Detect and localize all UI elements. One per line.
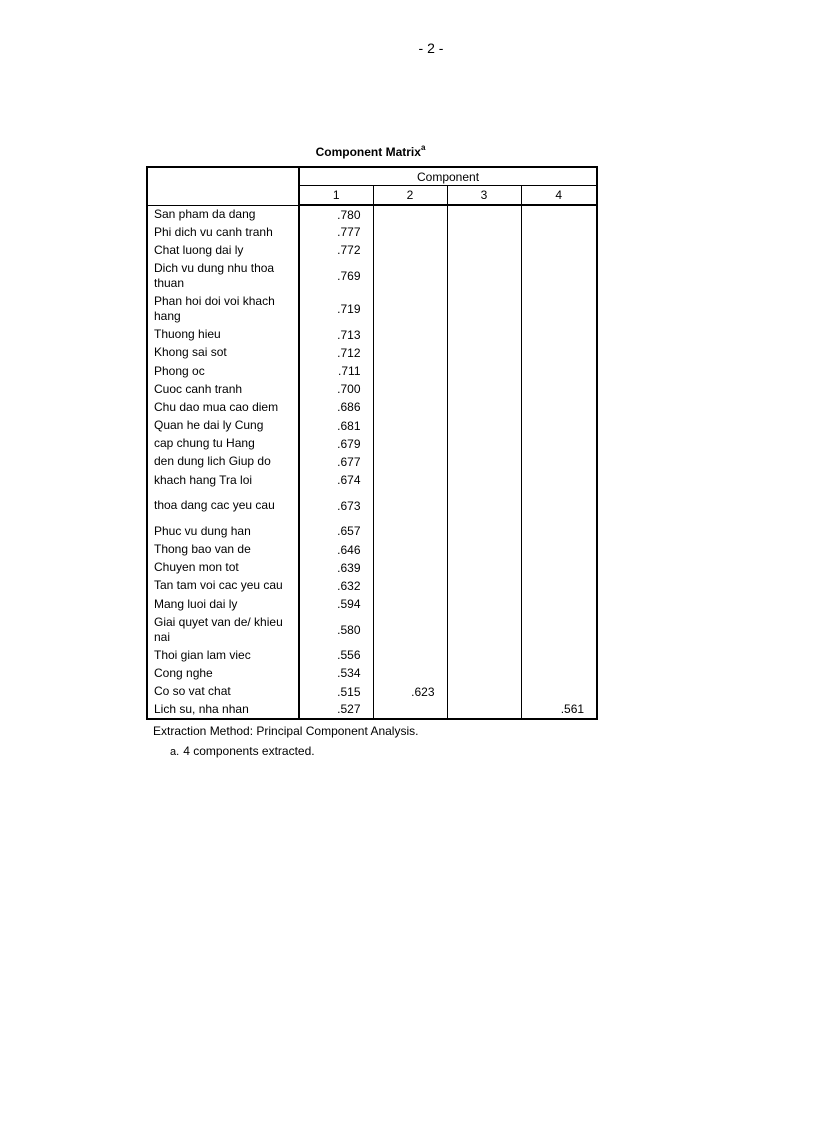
table-row: [147, 344, 597, 362]
table-body: [147, 205, 597, 719]
cell-component-4: [521, 260, 597, 293]
cell-component-2: [373, 595, 447, 613]
header-col-2: 2: [373, 186, 447, 206]
footnote-text: 4 components extracted.: [183, 744, 315, 758]
cell-component-4: [521, 326, 597, 344]
footnote-marker: a.: [170, 746, 180, 758]
header-corner: [147, 167, 299, 205]
cell-component-4: [521, 540, 597, 558]
cell-component-3: [447, 522, 521, 540]
cell-component-4: [521, 613, 597, 646]
table-row: [147, 293, 597, 326]
cell-component-4: [521, 380, 597, 398]
row-label: Co so vat chat: [147, 683, 299, 701]
cell-component-3: [447, 577, 521, 595]
cell-component-3: [447, 344, 521, 362]
cell-component-2: [373, 540, 447, 558]
cell-component-3: [447, 701, 521, 719]
header-col-1: 1: [299, 186, 373, 206]
row-label: khach hang Tra loi: [147, 471, 299, 489]
cell-component-2: [373, 613, 447, 646]
cell-component-4: .561: [521, 701, 597, 719]
row-label: Tan tam voi cac yeu cau: [147, 577, 299, 595]
cell-component-3: [447, 380, 521, 398]
row-label: Thoi gian lam viec: [147, 646, 299, 664]
table-row: [147, 362, 597, 380]
cell-component-4: [521, 293, 597, 326]
cell-component-2: [373, 205, 447, 223]
row-label: Dich vu dung nhu thoa thuan: [147, 260, 299, 293]
cell-component-1: .780: [299, 205, 373, 223]
table-row: [147, 471, 597, 489]
row-label: Quan he dai ly Cung: [147, 417, 299, 435]
cell-component-2: [373, 260, 447, 293]
table-row: [147, 205, 597, 223]
cell-component-4: [521, 559, 597, 577]
table-row: [147, 522, 597, 540]
cell-component-2: [373, 344, 447, 362]
cell-component-1: .700: [299, 380, 373, 398]
cell-component-2: [373, 664, 447, 682]
cell-component-1: .534: [299, 664, 373, 682]
cell-component-3: [447, 646, 521, 664]
cell-component-4: [521, 223, 597, 241]
header-col-3: 3: [447, 186, 521, 206]
cell-component-4: [521, 595, 597, 613]
row-label: Khong sai sot: [147, 344, 299, 362]
table-row: [147, 683, 597, 701]
cell-component-4: [521, 241, 597, 259]
cell-component-1: .580: [299, 613, 373, 646]
table-row: [147, 453, 597, 471]
cell-component-2: [373, 362, 447, 380]
cell-component-2: [373, 577, 447, 595]
cell-component-3: [447, 471, 521, 489]
components-footnote: [170, 744, 315, 758]
cell-component-4: [521, 417, 597, 435]
cell-component-1: .713: [299, 326, 373, 344]
cell-component-3: [447, 260, 521, 293]
cell-component-3: [447, 205, 521, 223]
cell-component-4: [521, 435, 597, 453]
cell-component-3: [447, 293, 521, 326]
cell-component-4: [521, 344, 597, 362]
row-label: Chuyen mon tot: [147, 559, 299, 577]
row-label: Mang luoi dai ly: [147, 595, 299, 613]
row-label: Lich su, nha nhan: [147, 701, 299, 719]
cell-component-2: [373, 435, 447, 453]
cell-component-4: [521, 683, 597, 701]
cell-component-1: .632: [299, 577, 373, 595]
row-label: Chu dao mua cao diem: [147, 398, 299, 416]
cell-component-3: [447, 595, 521, 613]
row-label: Phuc vu dung han: [147, 522, 299, 540]
cell-component-3: [447, 326, 521, 344]
cell-component-3: [447, 453, 521, 471]
cell-component-3: [447, 683, 521, 701]
cell-component-2: [373, 522, 447, 540]
cell-component-3: [447, 417, 521, 435]
cell-component-4: [521, 664, 597, 682]
row-label: Phan hoi doi voi khach hang: [147, 293, 299, 326]
cell-component-2: [373, 701, 447, 719]
table-row: [147, 417, 597, 435]
cell-component-3: [447, 613, 521, 646]
cell-component-1: .711: [299, 362, 373, 380]
table-row: [147, 577, 597, 595]
cell-component-2: [373, 559, 447, 577]
table-row: [147, 595, 597, 613]
cell-component-4: [521, 577, 597, 595]
table-row: [147, 540, 597, 558]
row-label: Giai quyet van de/ khieu nai: [147, 613, 299, 646]
cell-component-1: .772: [299, 241, 373, 259]
cell-component-1: .674: [299, 471, 373, 489]
cell-component-4: [521, 362, 597, 380]
table-row: [147, 398, 597, 416]
row-label: Phong oc: [147, 362, 299, 380]
row-label: cap chung tu Hang: [147, 435, 299, 453]
table-row: [147, 435, 597, 453]
cell-component-3: [447, 362, 521, 380]
cell-component-3: [447, 435, 521, 453]
table-row: [147, 260, 597, 293]
cell-component-4: [521, 453, 597, 471]
cell-component-4: [521, 205, 597, 223]
cell-component-2: [373, 380, 447, 398]
cell-component-1: .777: [299, 223, 373, 241]
extraction-method-note: Extraction Method: Principal Component Analysis.: [153, 724, 419, 738]
row-label: San pham da dang: [147, 205, 299, 223]
page-number: - 2 -: [418, 40, 444, 56]
table-row: [147, 701, 597, 719]
header-col-4: 4: [521, 186, 597, 206]
cell-component-3: [447, 398, 521, 416]
cell-component-1: .712: [299, 344, 373, 362]
table-row: [147, 380, 597, 398]
cell-component-2: .623: [373, 683, 447, 701]
cell-component-3: [447, 664, 521, 682]
cell-component-3: [447, 223, 521, 241]
table-row: [147, 489, 597, 522]
cell-component-1: .679: [299, 435, 373, 453]
cell-component-4: [521, 471, 597, 489]
cell-component-1: .515: [299, 683, 373, 701]
cell-component-1: .646: [299, 540, 373, 558]
cell-component-1: .639: [299, 559, 373, 577]
row-label: Thong bao van de: [147, 540, 299, 558]
table-row: [147, 223, 597, 241]
cell-component-3: [447, 241, 521, 259]
table-row: [147, 326, 597, 344]
cell-component-2: [373, 489, 447, 522]
cell-component-1: .769: [299, 260, 373, 293]
row-label: thoa dang cac yeu cau: [147, 489, 299, 522]
cell-component-2: [373, 646, 447, 664]
cell-component-2: [373, 471, 447, 489]
cell-component-2: [373, 453, 447, 471]
table-title-text: Component Matrix: [315, 145, 421, 159]
row-label: Cuoc canh tranh: [147, 380, 299, 398]
table-row: [147, 613, 597, 646]
component-matrix-table: [146, 166, 598, 720]
cell-component-3: [447, 489, 521, 522]
cell-component-1: .681: [299, 417, 373, 435]
row-label: den dung lich Giup do: [147, 453, 299, 471]
cell-component-1: .673: [299, 489, 373, 522]
table-title: [146, 144, 595, 159]
cell-component-1: .677: [299, 453, 373, 471]
row-label: Chat luong dai ly: [147, 241, 299, 259]
cell-component-2: [373, 417, 447, 435]
table-row: [147, 241, 597, 259]
cell-component-2: [373, 223, 447, 241]
header-component-group: Component: [299, 167, 597, 186]
cell-component-2: [373, 293, 447, 326]
cell-component-3: [447, 559, 521, 577]
cell-component-1: .556: [299, 646, 373, 664]
row-label: Phi dich vu canh tranh: [147, 223, 299, 241]
table-row: [147, 664, 597, 682]
cell-component-1: .594: [299, 595, 373, 613]
cell-component-3: [447, 540, 521, 558]
row-label: Thuong hieu: [147, 326, 299, 344]
row-label: Cong nghe: [147, 664, 299, 682]
cell-component-1: .527: [299, 701, 373, 719]
cell-component-1: .686: [299, 398, 373, 416]
cell-component-4: [521, 646, 597, 664]
title-footnote-marker: a: [420, 143, 426, 152]
table-row: [147, 559, 597, 577]
cell-component-2: [373, 326, 447, 344]
cell-component-1: .719: [299, 293, 373, 326]
cell-component-2: [373, 241, 447, 259]
cell-component-4: [521, 489, 597, 522]
cell-component-4: [521, 398, 597, 416]
cell-component-4: [521, 522, 597, 540]
table-row: [147, 646, 597, 664]
cell-component-1: .657: [299, 522, 373, 540]
cell-component-2: [373, 398, 447, 416]
